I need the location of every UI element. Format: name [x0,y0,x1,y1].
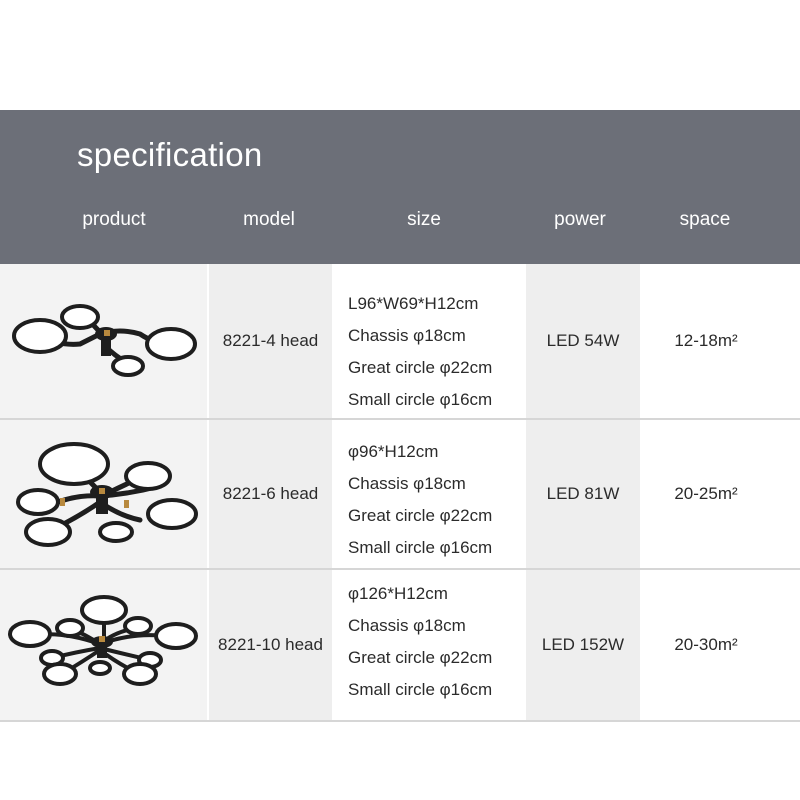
product-image-cell [0,570,207,720]
model-cell [209,570,332,720]
lamp-6-head-image [0,420,207,568]
table-row [0,264,800,418]
model-text: 8221-10 head [218,635,323,654]
size-cell [334,570,524,720]
model-cell [209,420,332,568]
lamp-10-head-image [0,570,207,720]
size-dimensions: φ126*H12cm [348,584,448,603]
model-text: 8221-6 head [222,484,319,503]
column-header-product: product [82,209,146,230]
lamp-4-head-image [0,264,207,418]
power-text: LED 54W [546,331,620,350]
size-dimensions: L96*W69*H12cm [348,294,479,313]
size-great-circle: Great circle φ22cm [348,358,493,377]
size-chassis: Chassis φ18cm [348,326,466,345]
page-title: specification [77,136,263,173]
column-header-model: model [243,209,295,230]
power-cell [526,570,640,720]
power-text: LED 152W [541,635,625,654]
row-divider [0,720,800,722]
size-small-circle: Small circle φ16cm [348,680,493,699]
space-text: 20-25m² [674,484,738,503]
size-chassis: Chassis φ18cm [348,474,466,493]
space-text: 12-18m² [674,331,738,350]
model-cell [209,264,332,418]
size-dimensions: φ96*H12cm [348,442,439,461]
size-cell [334,264,524,418]
column-header-space: space [679,209,731,230]
power-cell [526,420,640,568]
size-small-circle: Small circle φ16cm [348,538,493,557]
space-cell [642,264,800,418]
power-cell [526,264,640,418]
model-text: 8221-4 head [222,331,319,350]
size-great-circle: Great circle φ22cm [348,506,493,525]
spec-header [0,110,800,264]
space-cell [642,570,800,720]
table-row [0,420,800,568]
size-cell [334,420,524,568]
space-cell [642,420,800,568]
product-image-cell [0,264,207,418]
product-image-cell [0,420,207,568]
column-header-power: power [554,209,606,230]
power-text: LED 81W [546,484,620,503]
size-chassis: Chassis φ18cm [348,616,466,635]
space-text: 20-30m² [674,635,738,654]
table-row [0,570,800,720]
size-small-circle: Small circle φ16cm [348,390,493,409]
size-great-circle: Great circle φ22cm [348,648,493,667]
column-header-size: size [407,209,441,230]
